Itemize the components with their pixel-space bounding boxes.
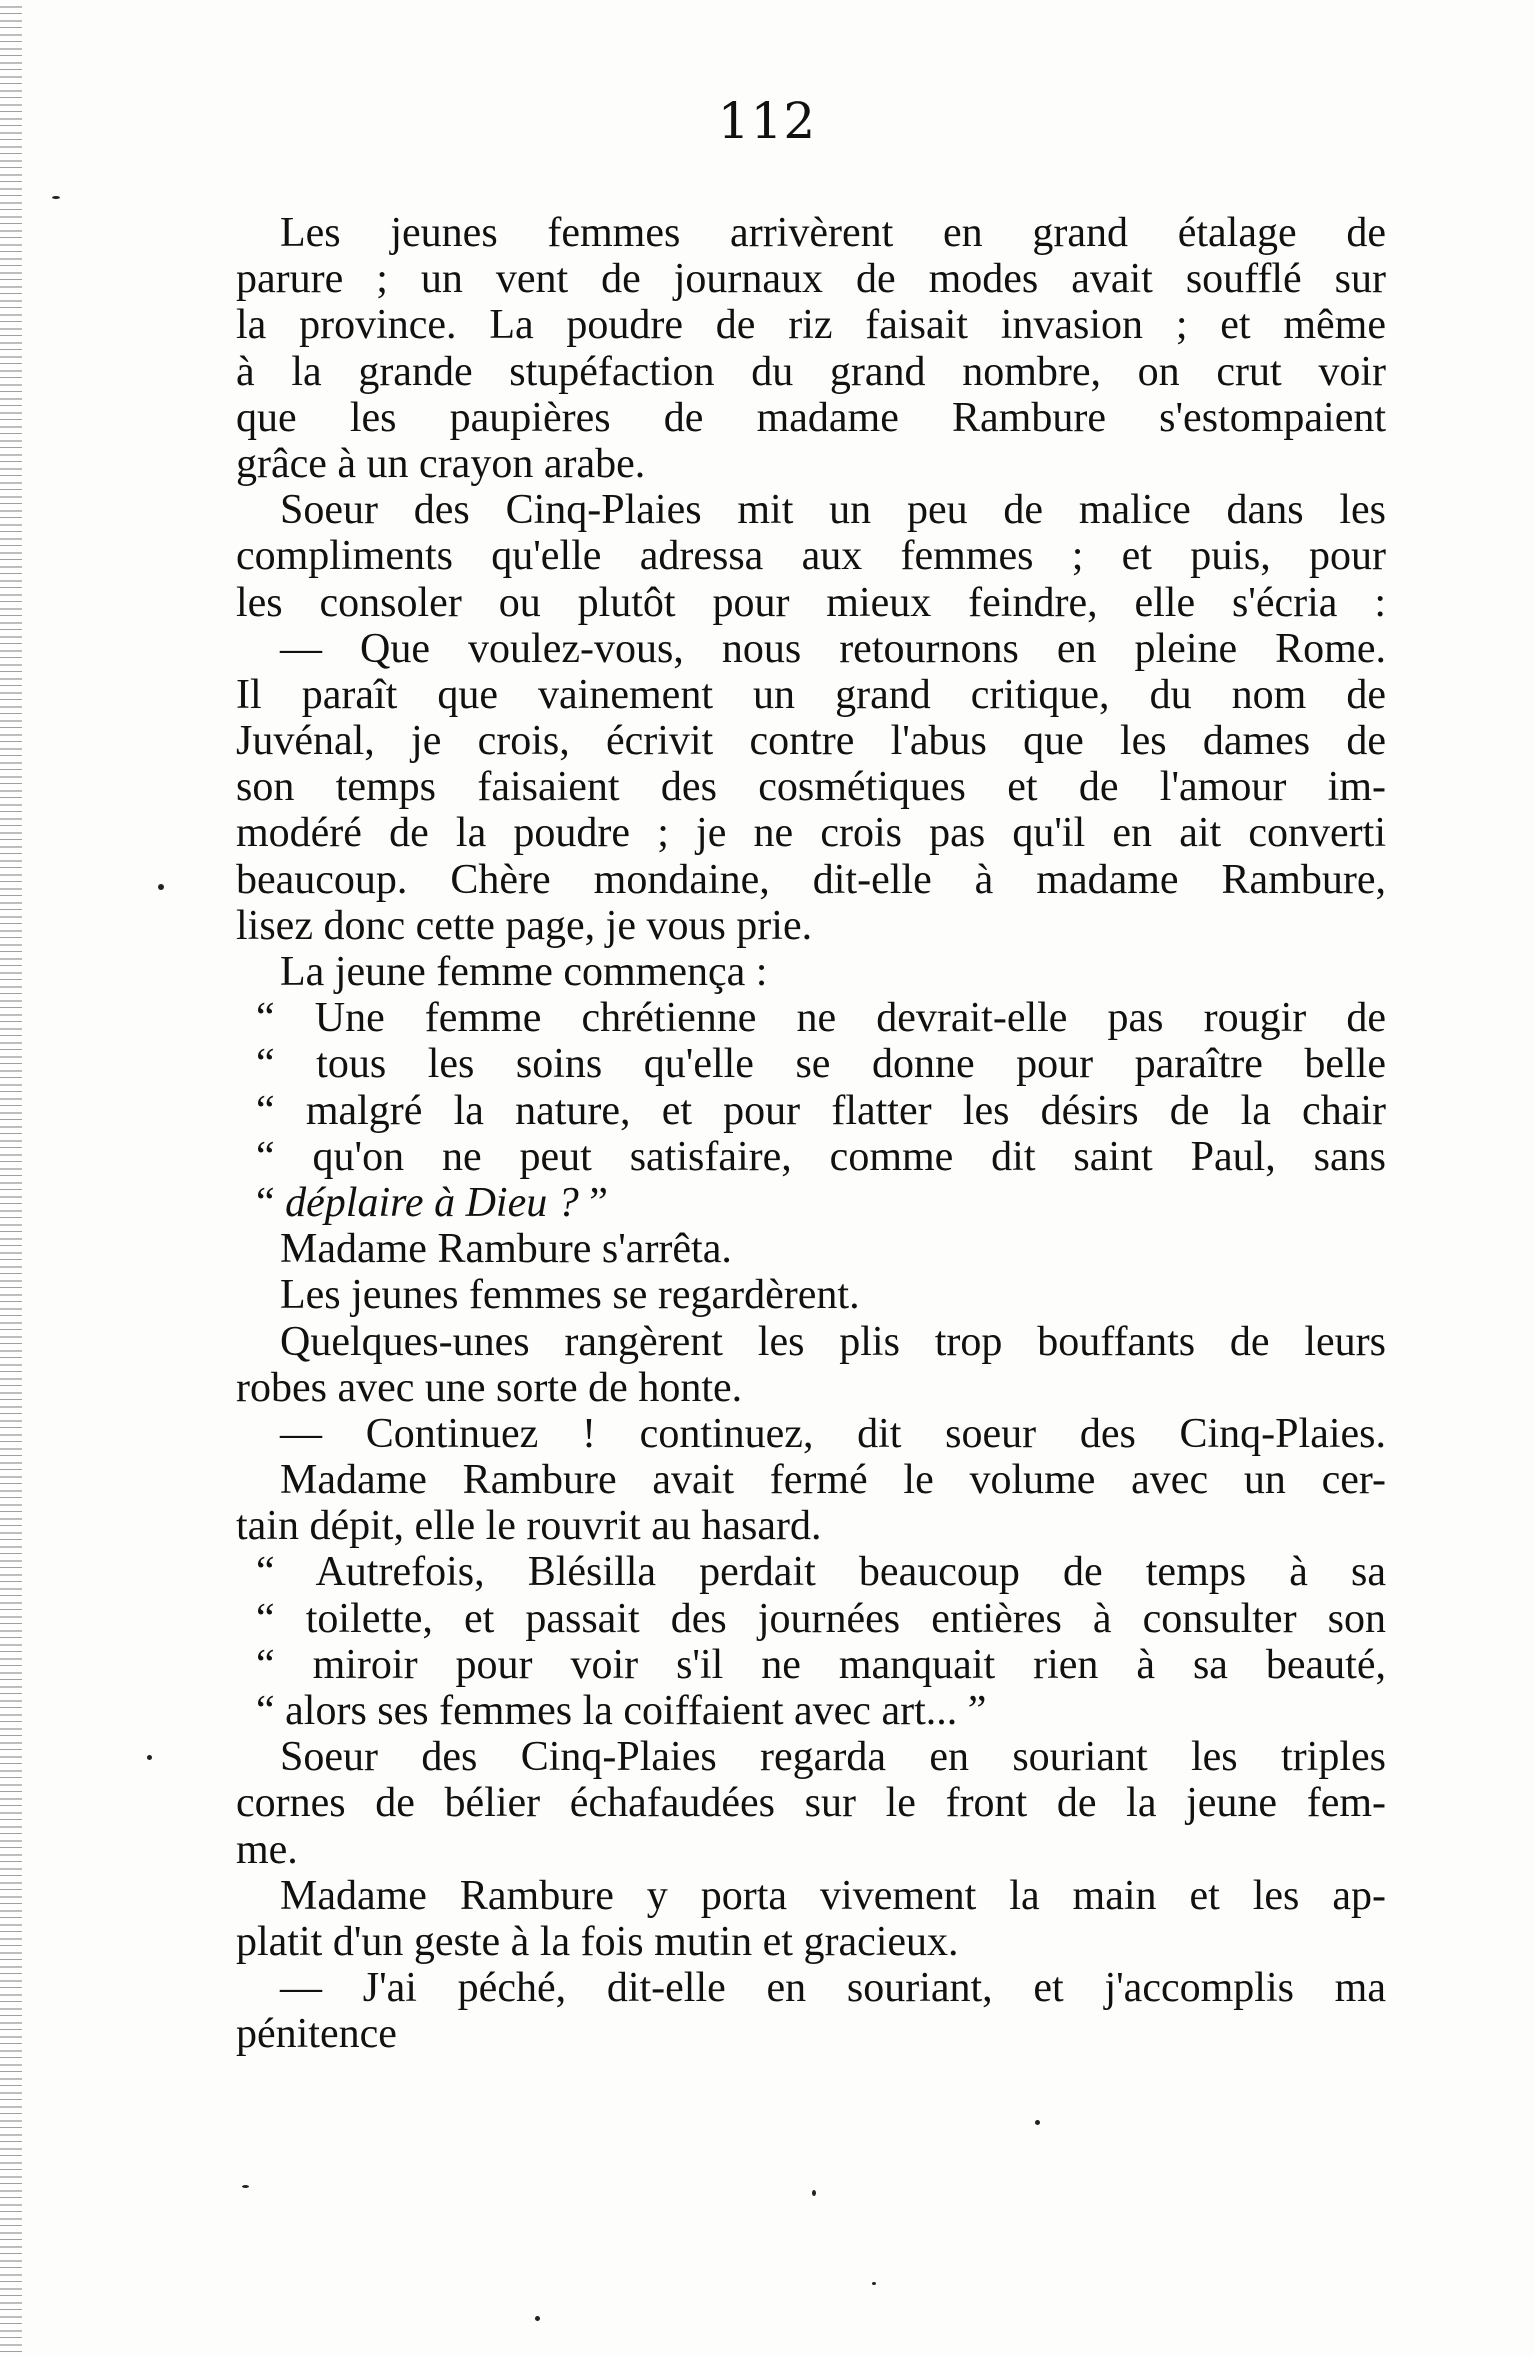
ink-speck: [1035, 2120, 1040, 2125]
text-line: “ Une femme chrétienne ne devrait-elle pas rougir de: [256, 995, 1386, 1042]
ink-speck: [158, 884, 164, 890]
text-line: son temps faisaient des cosmétiques et de l'amour im-: [236, 764, 1386, 811]
text-line: beaucoup. Chère mondaine, dit-elle à madame Rambure,: [236, 856, 1386, 903]
text-line: modéré de la poudre ; je ne crois pas qu'il en ait converti: [236, 810, 1386, 857]
text-line: “ tous les soins qu'elle se donne pour paraître belle: [256, 1041, 1386, 1088]
ink-speck: [52, 196, 60, 199]
text-line: pénitence: [236, 2011, 397, 2058]
text-line: “ malgré la nature, et pour flatter les désirs de la chair: [256, 1087, 1386, 1134]
ink-speck: [872, 2282, 876, 2285]
text-line: “ toilette, et passait des journées entières à consulter son: [256, 1595, 1386, 1642]
text-line: Madame Rambure avait fermé le volume avec un cer-: [280, 1457, 1386, 1504]
text-line: grâce à un crayon arabe.: [236, 440, 646, 487]
text-line: — Continuez ! continuez, dit soeur des Cinq-Plaies.: [280, 1410, 1386, 1457]
text-line: — J'ai péché, dit-elle en souriant, et j'accomplis ma: [280, 1965, 1386, 2012]
text-line: Soeur des Cinq-Plaies mit un peu de malice dans les: [280, 487, 1386, 534]
text-line: que les paupières de madame Rambure s'estompaient: [236, 394, 1386, 441]
text-line: Madame Rambure s'arrêta.: [280, 1226, 732, 1273]
ink-speck: [242, 2185, 249, 2188]
ink-speck: [812, 2190, 816, 2196]
text-line: — Que voulez-vous, nous retournons en pleine Rome.: [280, 625, 1386, 672]
text-line: à la grande stupéfaction du grand nombre, on crut voir: [236, 348, 1386, 395]
text-line: Juvénal, je crois, écrivit contre l'abus que les dames de: [236, 718, 1386, 765]
text-line: robes avec une sorte de honte.: [236, 1364, 743, 1411]
text-line-italic: déplaire à Dieu ?: [285, 1179, 579, 1226]
ink-speck: [147, 1755, 152, 1760]
text-line: Soeur des Cinq-Plaies regarda en souriant les triples: [280, 1734, 1386, 1781]
text-line: cornes de bélier échafaudées sur le front de la jeune fem-: [236, 1780, 1386, 1827]
text-line: les consoler ou plutôt pour mieux feindre, elle s'écria :: [236, 579, 1386, 626]
text-line: parure ; un vent de journaux de modes avait soufflé sur: [236, 256, 1386, 303]
ink-speck: [535, 2316, 540, 2321]
text-line: me.: [236, 1826, 298, 1873]
text-line: la province. La poudre de riz faisait invasion ; et même: [236, 302, 1386, 349]
text-line: lisez donc cette page, je vous prie.: [236, 902, 813, 949]
text-line: “ Autrefois, Blésilla perdait beaucoup de temps à sa: [256, 1549, 1386, 1596]
text-line: Il paraît que vainement un grand critique, du nom de: [236, 671, 1386, 718]
text-line: Les jeunes femmes se regardèrent.: [280, 1272, 860, 1319]
text-line: Quelques-unes rangèrent les plis trop bouffants de leurs: [280, 1318, 1386, 1365]
page-number: 112: [717, 92, 817, 150]
text-line: [236, 1180, 1386, 1226]
text-line-close-quote: ”: [578, 1179, 608, 1226]
text-line: tain dépit, elle le rouvrit au hasard.: [236, 1503, 822, 1550]
text-line: “ alors ses femmes la coiffaient avec art... ”: [256, 1688, 987, 1734]
binding-edge: [0, 0, 22, 2357]
text-line: “ miroir pour voir s'il ne manquait rien à sa beauté,: [256, 1641, 1386, 1688]
text-line: Les jeunes femmes arrivèrent en grand étalage de: [280, 210, 1386, 256]
text-line-open-quote: “: [256, 1179, 286, 1226]
text-line: La jeune femme commença :: [280, 949, 768, 995]
body-text: [236, 210, 1386, 2058]
text-line: platit d'un geste à la fois mutin et gracieux.: [236, 1918, 959, 1965]
text-line: compliments qu'elle adressa aux femmes ; et puis, pour: [236, 533, 1386, 580]
text-line: “ qu'on ne peut satisfaire, comme dit saint Paul, sans: [256, 1133, 1386, 1180]
text-line: Madame Rambure y porta vivement la main et les ap-: [280, 1872, 1386, 1919]
